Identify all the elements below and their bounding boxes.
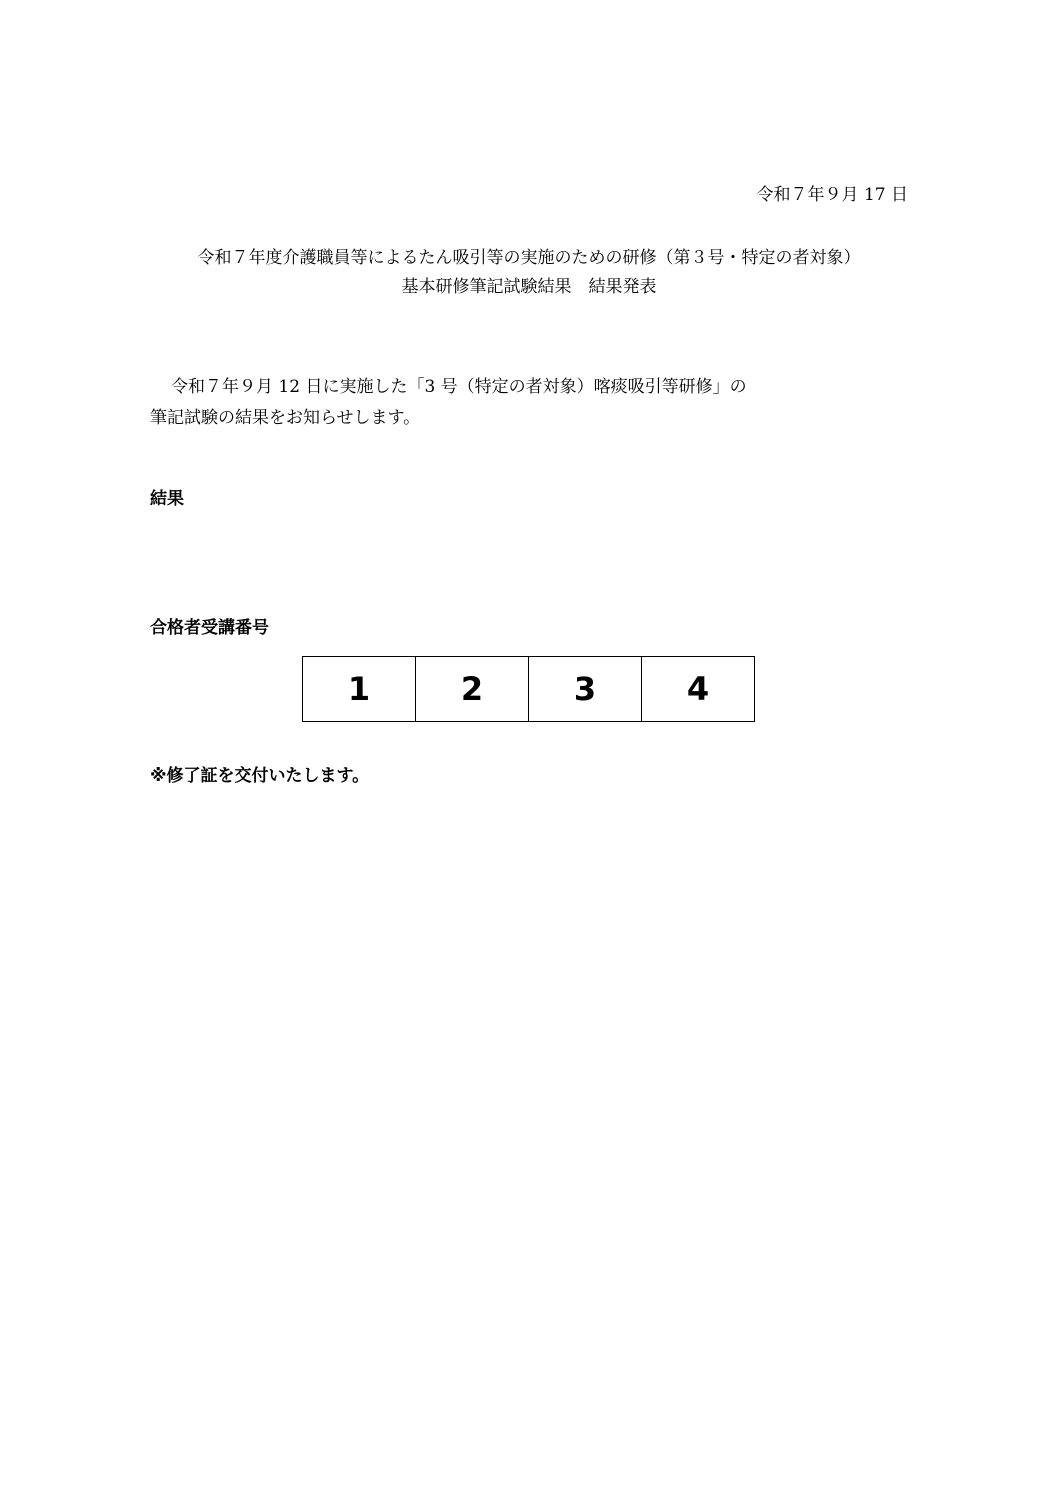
document-date: 令和７年９月 17 日 — [756, 185, 908, 205]
intro-line-1: 令和７年９月 12 日に実施した「3 号（特定の者対象）喀痰吸引等研修」の — [171, 377, 747, 397]
passer-number-cell: 2 — [416, 657, 529, 722]
document-title — [0, 244, 1058, 302]
passers-heading: 合格者受講番号 — [150, 618, 269, 638]
title-line-1: 令和７年度介護職員等によるたん吸引等の実施のための研修（第３号・特定の者対象） — [197, 248, 861, 268]
table-row — [303, 657, 755, 722]
title-line-2: 基本研修筆記試験結果 結果発表 — [401, 277, 657, 297]
passer-number-cell: 1 — [303, 657, 416, 722]
passer-number-cell: 3 — [529, 657, 642, 722]
certificate-note: ※修了証を交付いたします。 — [150, 766, 370, 786]
passer-number-cell: 4 — [642, 657, 755, 722]
result-heading: 結果 — [150, 489, 184, 509]
intro-line-2: 筆記試験の結果をお知らせします。 — [150, 408, 421, 428]
intro-paragraph — [150, 372, 747, 434]
passer-number-table — [302, 656, 755, 722]
